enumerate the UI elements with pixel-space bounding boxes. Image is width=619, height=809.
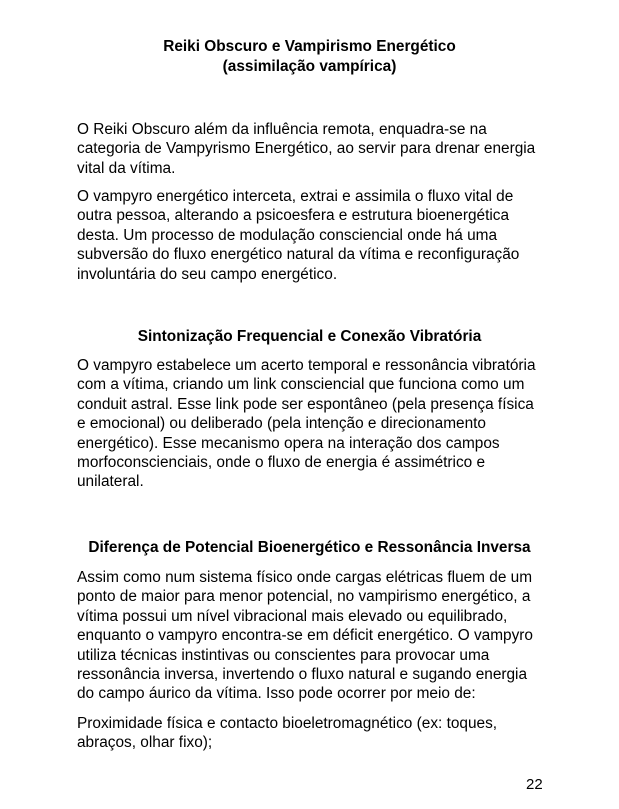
- text-line: O vampyro estabelece um acerto temporal e ressonância vibratória: [77, 357, 536, 374]
- page-title-line-2: (assimilação vampírica): [222, 58, 397, 75]
- paragraph-2: [77, 187, 557, 284]
- text-line: subversão do fluxo energético natural da vítima e reconfiguração: [77, 246, 520, 264]
- text-line: ressonância inversa, invertendo o fluxo natural e sugando energia: [77, 666, 528, 684]
- text-line: desta. Um processo de modulação consciencial onde há uma: [77, 226, 498, 244]
- text-line: involuntária do seu campo energético.: [77, 265, 338, 283]
- text-line: abraços, olhar fixo);: [77, 734, 213, 752]
- text-line: vital da vítima.: [77, 159, 176, 177]
- text-line: categoria de Vampyrismo Energético, ao servir para drenar energia: [77, 140, 536, 158]
- text-line: Proximidade física e contacto bioeletromagnético (ex: toques,: [77, 715, 498, 732]
- text-line: ponto de maior para menor potencial, no vampirismo energético, a: [77, 588, 531, 606]
- text-line: energético). Esse mecanismo opera na interação dos campos: [77, 434, 500, 452]
- text-line: O Reiki Obscuro além da influência remota, enquadra-se na: [77, 121, 487, 138]
- section-heading-1: Sintonização Frequencial e Conexão Vibratória: [137, 328, 482, 345]
- page-title-line-1: Reiki Obscuro e Vampirismo Energético: [163, 38, 456, 55]
- paragraph-1: [77, 120, 557, 178]
- text-line: enquanto o vampyro encontra-se em déficit energético. O vampyro: [77, 627, 533, 645]
- text-line: O vampyro energético interceta, extrai e assimila o fluxo vital de: [77, 188, 514, 205]
- text-line: utiliza técnicas instintivas ou conscientes para provocar uma: [77, 646, 490, 664]
- page-number: 22: [526, 776, 543, 793]
- text-line: Assim como num sistema físico onde cargas elétricas fluem de um: [77, 569, 533, 586]
- text-line: conduit astral. Esse link pode ser espontâneo (pela presença física: [77, 395, 534, 413]
- text-line: com a vítima, criando um link consciencial que funciona como um: [77, 376, 525, 394]
- text-line: vítima possui um nível vibracional mais elevado ou equilibrado,: [77, 607, 508, 625]
- section-heading-2: Diferença de Potencial Bioenergético e Ressonância Inversa: [88, 539, 531, 556]
- text-line: e emocional) ou deliberado (pela intenção e direcionamento: [77, 415, 486, 433]
- paragraph-5: [77, 714, 557, 753]
- text-line: outra pessoa, alterando a psicoesfera e estrutura bioenergética: [77, 207, 510, 225]
- text-line: morfoconscienciais, onde o fluxo de energia é assimétrico e: [77, 454, 486, 472]
- paragraph-3: [77, 356, 557, 492]
- text-line: do campo áurico da vítima. Isso pode ocorrer por meio de:: [77, 685, 476, 703]
- text-line: unilateral.: [77, 473, 144, 491]
- paragraph-4: [77, 568, 557, 704]
